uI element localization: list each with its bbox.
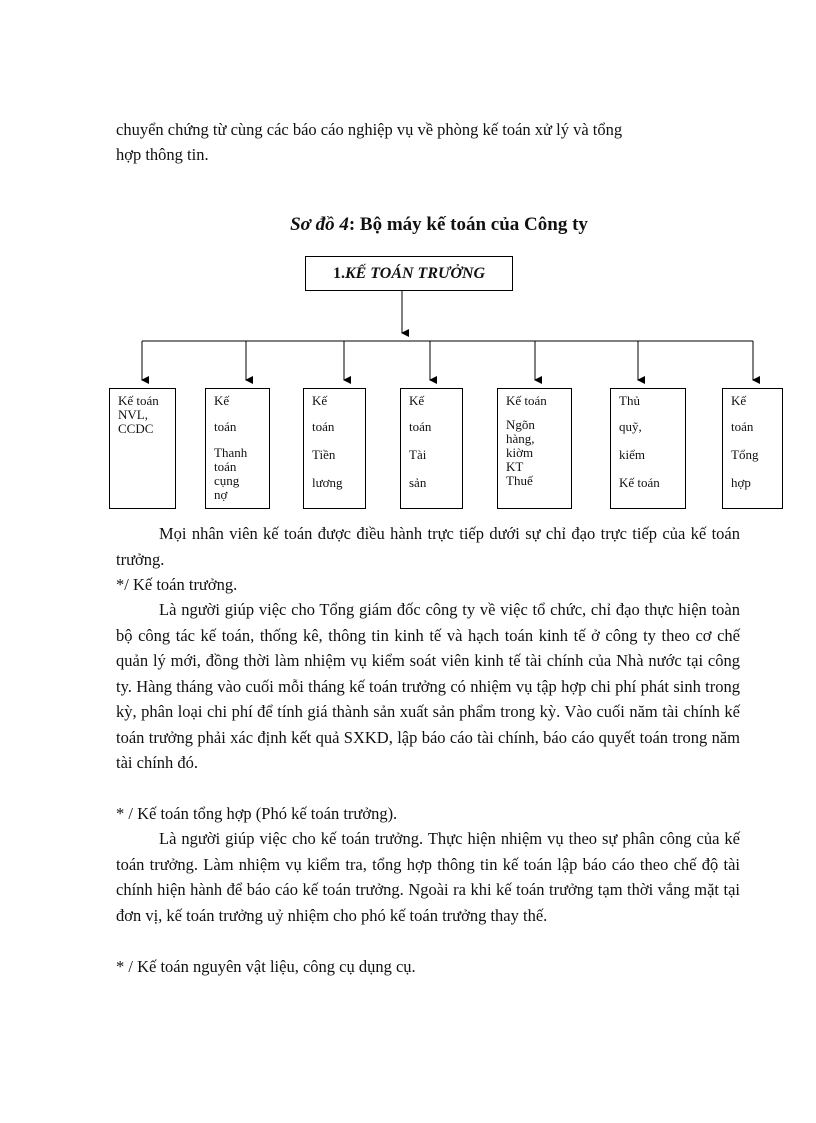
diagram-title-rest: : Bộ máy kế toán của Công ty — [348, 214, 588, 235]
department-box-line: Kế — [731, 393, 747, 408]
department-box-7 — [722, 388, 783, 509]
paragraph-chief-accountant: Là người giúp việc cho Tổng giám đốc công ty về việc tổ chức, chỉ đạo thực hiện toàn bộ công tác kế toán, thống kê, thông tin kinh tế và hạch toán kinh tế ở công ty theo cơ chế quản lý mới, đồng thời làm nhiệm vụ kiểm soát viên kinh tế tài chính của Nhà nước tại công ty. Hàng tháng vào cuối mỗi tháng kế toán trưởng có nhiệm vụ tập hợp chi phí phát sinh trong kỳ, phân loại chi phí để tính giá thành sản xuất sản phẩm trong kỳ. Vào cuối năm tài chính kế toán trưởng phải xác định kết quả SXKD, lập báo cáo tài chính, báo cáo quyết toán trong năm tài chính đó. — [116, 600, 740, 772]
root-node-label: KẾ TOÁN TRƯỞNG — [344, 265, 486, 282]
department-box-line: CCDC — [118, 421, 154, 436]
department-box-line: lương — [312, 475, 343, 490]
department-box-line: hàng, — [506, 431, 535, 446]
department-box-line: Thuế — [506, 473, 533, 488]
heading-materials-accountant: * / Kế toán nguyên vật liệu, công cụ dụng cụ. — [116, 957, 416, 976]
department-box-line: toán — [409, 419, 432, 434]
department-box-line: Kế — [409, 393, 425, 408]
department-box-line: KT — [506, 459, 524, 474]
department-box-line: NVL, — [118, 407, 148, 422]
department-box-2 — [205, 388, 270, 509]
department-box-line: Tổng — [731, 447, 759, 462]
department-box-line: Kế — [214, 393, 230, 408]
intro-line-1: chuyển chứng từ cùng các báo cáo nghiệp vụ về phòng kế toán xử lý và tổng — [116, 120, 623, 139]
department-box-line: Kế toán — [619, 475, 660, 490]
paragraph-general-accountant: Là người giúp việc cho kế toán trưởng. Thực hiện nhiệm vụ theo sự phân công của kế toán trưởng. Làm nhiệm vụ kiểm tra, tổng hợp thông tin kế toán lập báo cáo theo chế độ tài chính hiện hành để báo cáo kế toán trưởng. Ngoài ra khi kế toán trưởng tạm thời vắng mặt tại đơn vị, kế toán trưởng uỷ nhiệm cho phó kế toán trưởng thay thế. — [116, 829, 740, 925]
department-box-line: kiờm — [506, 445, 534, 460]
paragraph-intro-staff: Mọi nhân viên kế toán được điều hành trực tiếp dưới sự chỉ đạo trực tiếp của kế toán trưởng. — [116, 524, 740, 569]
intro-line-2: hợp thông tin. — [116, 145, 209, 164]
root-node-number: 1. — [332, 265, 345, 282]
department-box-4 — [400, 388, 463, 509]
department-box-line: kiểm — [619, 447, 645, 462]
department-box-line: sản — [409, 475, 427, 490]
department-box-line: cụng — [214, 473, 240, 488]
department-box-line: toán — [312, 419, 335, 434]
department-box-line: Kế toán — [118, 393, 159, 408]
department-box-line: toán — [214, 459, 237, 474]
diagram-title-prefix: Sơ đồ 4 — [290, 214, 349, 235]
department-box-6 — [610, 388, 686, 509]
department-box-line: Ngõn — [506, 417, 535, 432]
department-box-line: Kế — [312, 393, 328, 408]
heading-general-accountant: * / Kế toán tổng hợp (Phó kế toán trưởng). — [116, 804, 398, 823]
department-box-line: Thủ — [619, 393, 640, 408]
department-box-line: quỹ, — [619, 419, 642, 434]
department-box-1 — [109, 388, 176, 509]
department-box-line: Tiền — [312, 447, 336, 462]
department-box-line: Kế toán — [506, 393, 547, 408]
department-box-line: toán — [214, 419, 237, 434]
department-box-line: Tài — [409, 447, 427, 462]
department-box-3 — [303, 388, 366, 509]
heading-chief-accountant: */ Kế toán trưởng. — [116, 575, 238, 594]
department-box-line: nợ — [214, 487, 228, 502]
department-box-line: Thanh — [214, 445, 248, 460]
department-box-line: hợp — [731, 475, 751, 490]
department-box-5 — [497, 388, 572, 509]
department-box-line: toán — [731, 419, 754, 434]
